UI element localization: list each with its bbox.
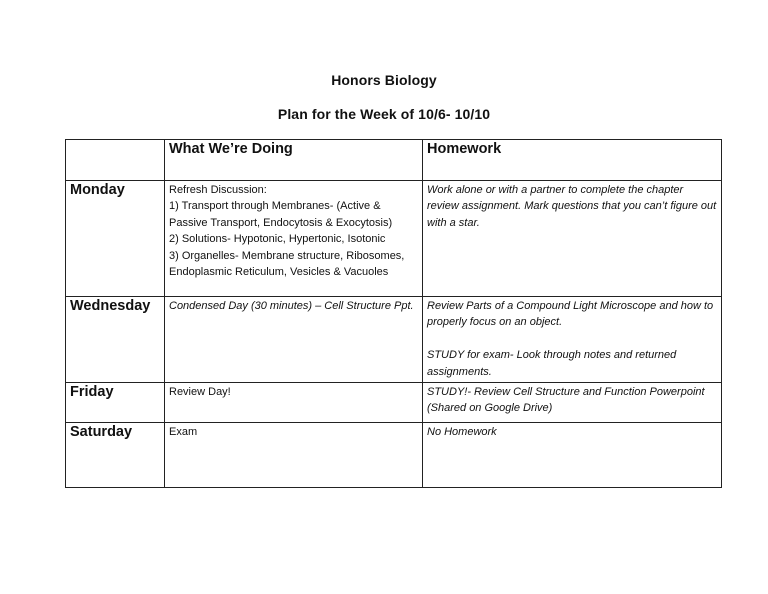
activity-cell: Exam [165, 423, 423, 488]
table-row-wednesday [66, 297, 722, 383]
day-label: Monday [66, 181, 165, 297]
header-cell-homework: Homework [423, 140, 722, 181]
homework-cell: Review Parts of a Compound Light Microscope and how to properly focus on an object. STUDY for exam- Look through notes and returned assignments. [423, 297, 722, 383]
header-cell-what-doing: What We’re Doing [165, 140, 423, 181]
table-header-row [66, 140, 722, 181]
document-title: Honors Biology [331, 72, 437, 88]
header-cell-day [66, 140, 165, 181]
table-row-saturday [66, 423, 722, 488]
day-label: Friday [66, 383, 165, 423]
day-label: Wednesday [66, 297, 165, 383]
weekly-plan-table [65, 139, 722, 488]
homework-cell: No Homework [423, 423, 722, 488]
homework-cell: STUDY!- Review Cell Structure and Function Powerpoint (Shared on Google Drive) [423, 383, 722, 423]
activity-cell: Condensed Day (30 minutes) – Cell Structure Ppt. [165, 297, 423, 383]
activity-cell: Refresh Discussion: 1) Transport through Membranes- (Active & Passive Transport, Endocytosis & Exocytosis) 2) Solutions- Hypotonic, Hypertonic, Isotonic 3) Organelles- Membrane structure, Ribosomes, Endoplasmic Reticulum, Vesicles & Vacuoles [165, 181, 423, 297]
document-subtitle: Plan for the Week of 10/6- 10/10 [277, 106, 491, 122]
table-row-monday [66, 181, 722, 297]
table-row-friday [66, 383, 722, 423]
homework-cell: Work alone or with a partner to complete the chapter review assignment. Mark questions that you can’t figure out with a star. [423, 181, 722, 297]
activity-cell: Review Day! [165, 383, 423, 423]
day-label: Saturday [66, 423, 165, 488]
